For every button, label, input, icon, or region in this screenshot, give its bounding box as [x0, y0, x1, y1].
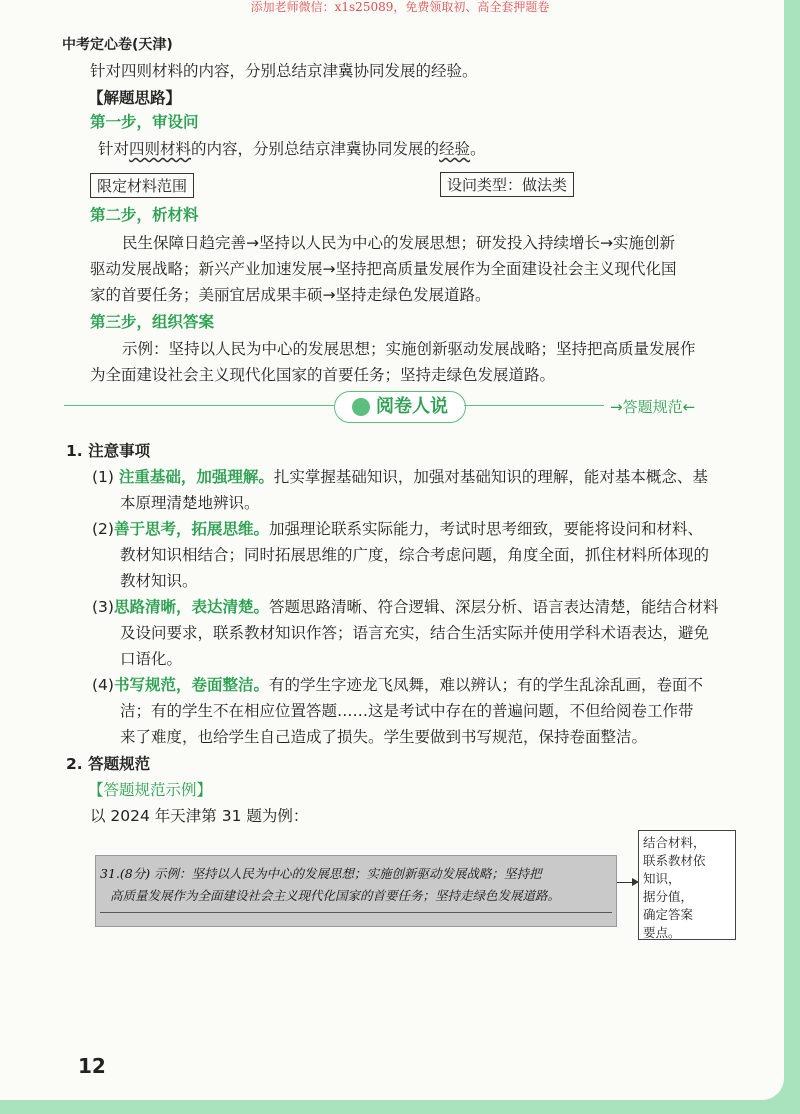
note-head: 书写规范，卷面整洁。 — [113, 676, 269, 694]
step2-title: 第二步，析材料 — [90, 206, 199, 224]
step1-part: 针对 — [98, 140, 130, 158]
step1-sentence — [98, 138, 486, 160]
note-box-line: 确定答案 — [643, 907, 694, 922]
note-num: (1) — [92, 468, 114, 486]
note-line: 及设问要求，联系教材知识作答；语言充实，结合生活实际并使用学科术语表达，避免 — [120, 624, 710, 642]
spec-title: 2. 答题规范 — [66, 755, 151, 773]
handwritten-answer-scan — [95, 855, 617, 927]
note-box-line: 要点。 — [643, 925, 681, 940]
note-box-line: 据分值， — [643, 889, 694, 904]
hand-line: 31.(8分) 示例：坚持以人民为中心的发展思想；实施创新驱动发展战略；坚持把 — [100, 866, 542, 881]
step1-title: 第一步，审设问 — [90, 113, 199, 131]
answer-underline — [100, 912, 612, 913]
note-head: 思路清晰，表达清楚。 — [113, 598, 269, 616]
grading-note-box — [638, 830, 736, 940]
note-line: 本原理清楚地辨识。 — [120, 494, 260, 512]
page-header: 中考定心卷(天津) — [62, 37, 173, 53]
review-badge — [334, 391, 466, 423]
step2-line: 民生保障日趋完善→坚持以人民为中心的发展思想；研发投入持续增长→实施创新 — [122, 234, 675, 252]
note-box-line: 结合材料， — [643, 835, 706, 850]
step3-title: 第三步，组织答案 — [90, 313, 215, 331]
step1-part: 的内容，分别总结京津冀协同发展的 — [191, 140, 440, 158]
note-line: 来了难度，也给学生自己造成了损失。学生要做到书写规范，保持卷面整洁。 — [120, 728, 648, 746]
box-scope: 限定材料范围 — [90, 173, 194, 198]
note-line: 口语化。 — [120, 650, 183, 668]
note-num: (3) — [92, 598, 114, 616]
note-head: 注重基础，加强理解。 — [118, 468, 274, 486]
note-item-1 — [92, 466, 708, 488]
step3-line: 示例：坚持以人民为中心的发展思想；实施创新驱动发展战略；坚持把高质量发展作 — [122, 340, 696, 358]
spec-intro: 以 2024 年天津第 31 题为例： — [90, 807, 309, 825]
note-num: (2) — [92, 520, 114, 538]
note-line: 加强理论联系实际能力，考试时思考细致，要能将设问和材料、 — [268, 520, 703, 538]
arrow-icon — [617, 882, 637, 883]
note-line: 洁；有的学生不在相应位置答题……这是考试中存在的普遍问题，不但给阅卷工作带 — [120, 702, 694, 720]
page-number: 12 — [78, 1054, 106, 1078]
leaf-icon — [352, 398, 370, 416]
step2-line: 家的首要任务；美丽宜居成果丰硕→坚持走绿色发展道路。 — [90, 286, 491, 304]
watermark: 添加老师微信：x1s25089，免费领取初、高全套押题卷 — [250, 0, 550, 14]
note-box-line: 联系教材依 — [643, 853, 706, 868]
note-item-3 — [92, 596, 719, 618]
notes-title: 1. 注意事项 — [66, 442, 151, 460]
step3-line: 为全面建设社会主义现代化国家的首要任务；坚持走绿色发展道路。 — [90, 366, 556, 384]
note-line: 答题思路清晰、符合逻辑、深层分析、语言表达清楚，能结合材料 — [268, 598, 719, 616]
note-line: 教材知识。 — [120, 572, 198, 590]
divider-mid — [464, 405, 604, 406]
divider-right-label: →答题规范← — [610, 398, 696, 416]
note-line: 扎实掌握基础知识，加强对基础知识的理解，能对基本概念、基 — [273, 468, 708, 486]
spec-example-label: 【答题规范示例】 — [88, 781, 213, 799]
hand-line: 高质量发展作为全面建设社会主义现代化国家的首要任务；坚持走绿色发展道路。 — [110, 888, 561, 903]
section-title: 【解题思路】 — [88, 89, 182, 107]
note-item-2 — [92, 518, 703, 540]
divider-left — [64, 405, 334, 406]
note-head: 善于思考，拓展思维。 — [113, 520, 269, 538]
step1-part-material: 四则材料 — [129, 140, 192, 158]
box-type: 设问类型：做法类 — [440, 172, 574, 197]
note-line: 教材知识相结合；同时拓展思维的广度，综合考虑问题，角度全面，抓住材料所体现的 — [120, 546, 710, 564]
question-text: 针对四则材料的内容，分别总结京津冀协同发展的经验。 — [90, 62, 478, 80]
badge-label: 阅卷人说 — [376, 396, 448, 417]
step1-part-experience: 经验 — [439, 140, 471, 158]
step1-part: 。 — [470, 140, 486, 158]
note-item-4 — [92, 674, 703, 696]
note-box-line: 知识， — [643, 871, 681, 886]
step2-line: 驱动发展战略；新兴产业加速发展→坚持把高质量发展作为全面建设社会主义现代化国 — [90, 260, 677, 278]
note-line: 有的学生字迹龙飞凤舞，难以辨认；有的学生乱涂乱画，卷面不 — [268, 676, 703, 694]
note-num: (4) — [92, 676, 114, 694]
